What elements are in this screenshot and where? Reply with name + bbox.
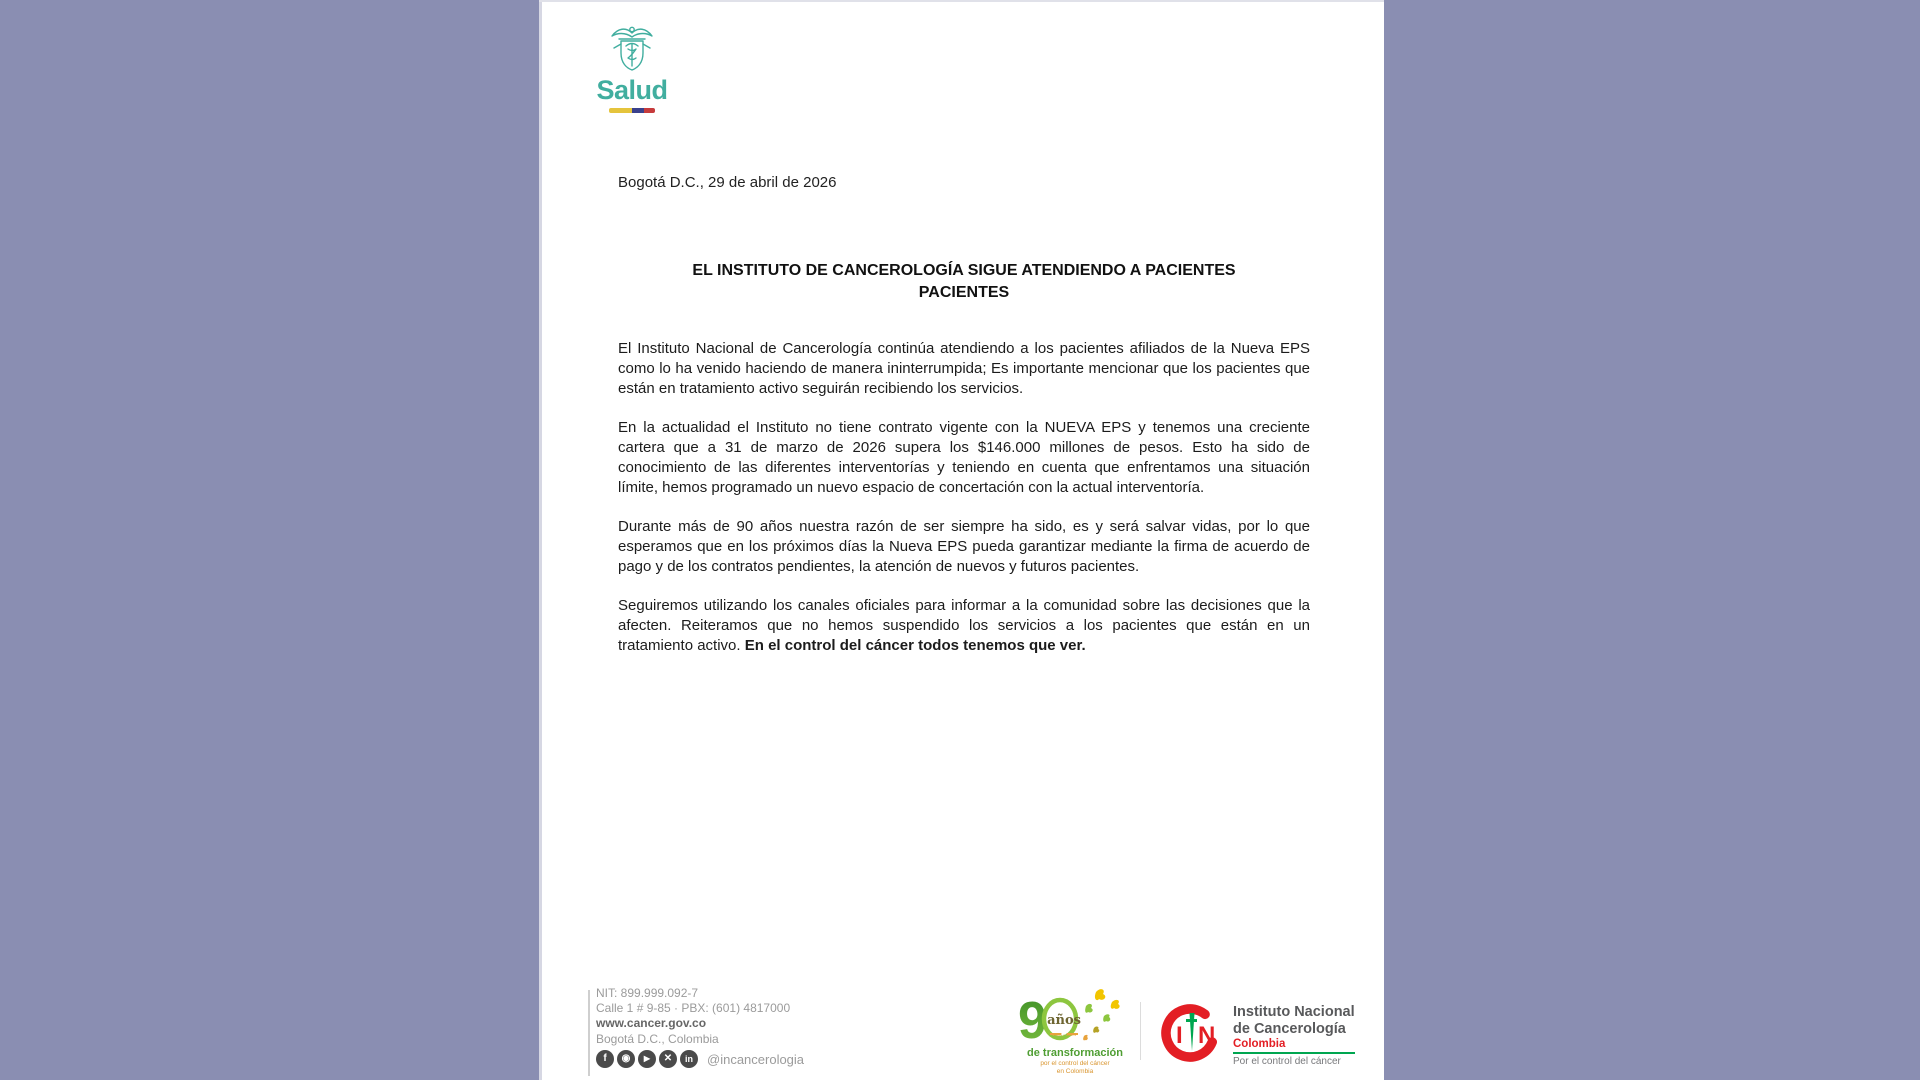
inc-logo-text [1233,1004,1355,1067]
paragraph-1: El Instituto Nacional de Cancerología continúa atendiendo a los pacientes afiliados de la Nueva EPS como lo ha venido haciendo de manera ininterrumpida; Es importante mencionar que los pacientes que están en tratamiento activo seguirán recibiendo los servicios. [618,340,1310,397]
x-icon[interactable]: ✕ [659,1050,677,1068]
transformation-line: de transformación [1027,1047,1123,1059]
youtube-icon[interactable]: ▶ [638,1050,656,1068]
linkedin-icon[interactable]: in [680,1050,698,1068]
title-line-1: EL INSTITUTO DE CANCEROLOGÍA SIGUE ATENDIENDO A PACIENTES [692,262,1236,279]
control-line: por el control del cáncer [1040,1060,1110,1067]
anios-text: años [1047,1013,1081,1028]
inc-green-rule [1233,1052,1355,1054]
salud-wordmark: Salud [596,75,668,105]
title-line-2: PACIENTES [918,284,1010,301]
address-line: Calle 1 # 9-85 · PBX: (601) 4817000 [596,1001,791,1016]
butterflies-decoration [1083,989,1120,1040]
coat-of-arms-icon [608,24,656,76]
paragraph-4 [618,596,1310,656]
svg-text:I: I [1176,1022,1183,1049]
document-title [618,260,1310,304]
dateline: Bogotá D.C., 29 de abril de 2026 [618,174,837,191]
instagram-icon[interactable]: ◉ [617,1050,635,1068]
footer-divider-line [588,990,590,1076]
colombia-line: en Colombia [1056,1068,1094,1075]
inc-country: Colombia [1233,1038,1286,1050]
svg-text:9: 9 [1018,992,1047,1050]
inc-name-line-1: Instituto Nacional [1233,1004,1355,1020]
svg-text:N: N [1198,1022,1216,1049]
contact-block [596,986,790,1047]
inc-logo-icon [1160,999,1228,1067]
document-page [539,0,1384,1080]
closing-regular-text: Seguiremos utilizando los canales oficiales para informar a la comunidad sobre las decisiones que la afecten. Reiteramos que no hemos suspendido los servicios a los pacientes que están en un tratamiento activo. [618,597,1310,654]
social-row [596,1050,804,1068]
website-link[interactable]: www.cancer.gov.co [596,1016,707,1031]
page-top-edge [539,0,1384,2]
document-body [618,339,1310,675]
footer-divider-line-2 [1140,1002,1141,1060]
salud-logo [587,24,677,113]
city-line: Bogotá D.C., Colombia [596,1031,719,1046]
closing-bold-text: En el control del cáncer todos tenemos que ver. [744,637,1086,654]
page-left-edge [539,0,542,1080]
inc-name-line-2: de Cancerología [1233,1020,1346,1037]
paragraph-3: Durante más de 90 años nuestra razón de ser siempre ha sido, es y será salvar vidas, por lo que esperamos que en los próximos días la Nueva EPS pueda garantizar mediante la firma de acuerdo de pago y de los contratos pendientes, la atención de nuevos y futuros pacientes. [618,518,1310,575]
colombia-flag-bar [609,108,655,113]
nit-line: NIT: 899.999.092-7 [596,986,699,1000]
anniversary-90-logo [1018,986,1138,1076]
inc-tagline: Por el control del cáncer [1233,1056,1341,1067]
paragraph-2: En la actualidad el Instituto no tiene contrato vigente con la NUEVA EPS y tenemos una creciente cartera que a 31 de marzo de 2026 supera los $146.000 millones de pesos. Esto ha sido de conocimiento de las diferentes interventorías y teniendo en cuenta que enfrentamos una situación límite, hemos programado un nuevo espacio de concertación con la actual interventoría. [618,419,1310,496]
social-handle: @incancerologia [707,1051,805,1067]
facebook-icon[interactable]: f [596,1050,614,1068]
anniversary-years: 1934 - 2024 [1051,1032,1077,1037]
